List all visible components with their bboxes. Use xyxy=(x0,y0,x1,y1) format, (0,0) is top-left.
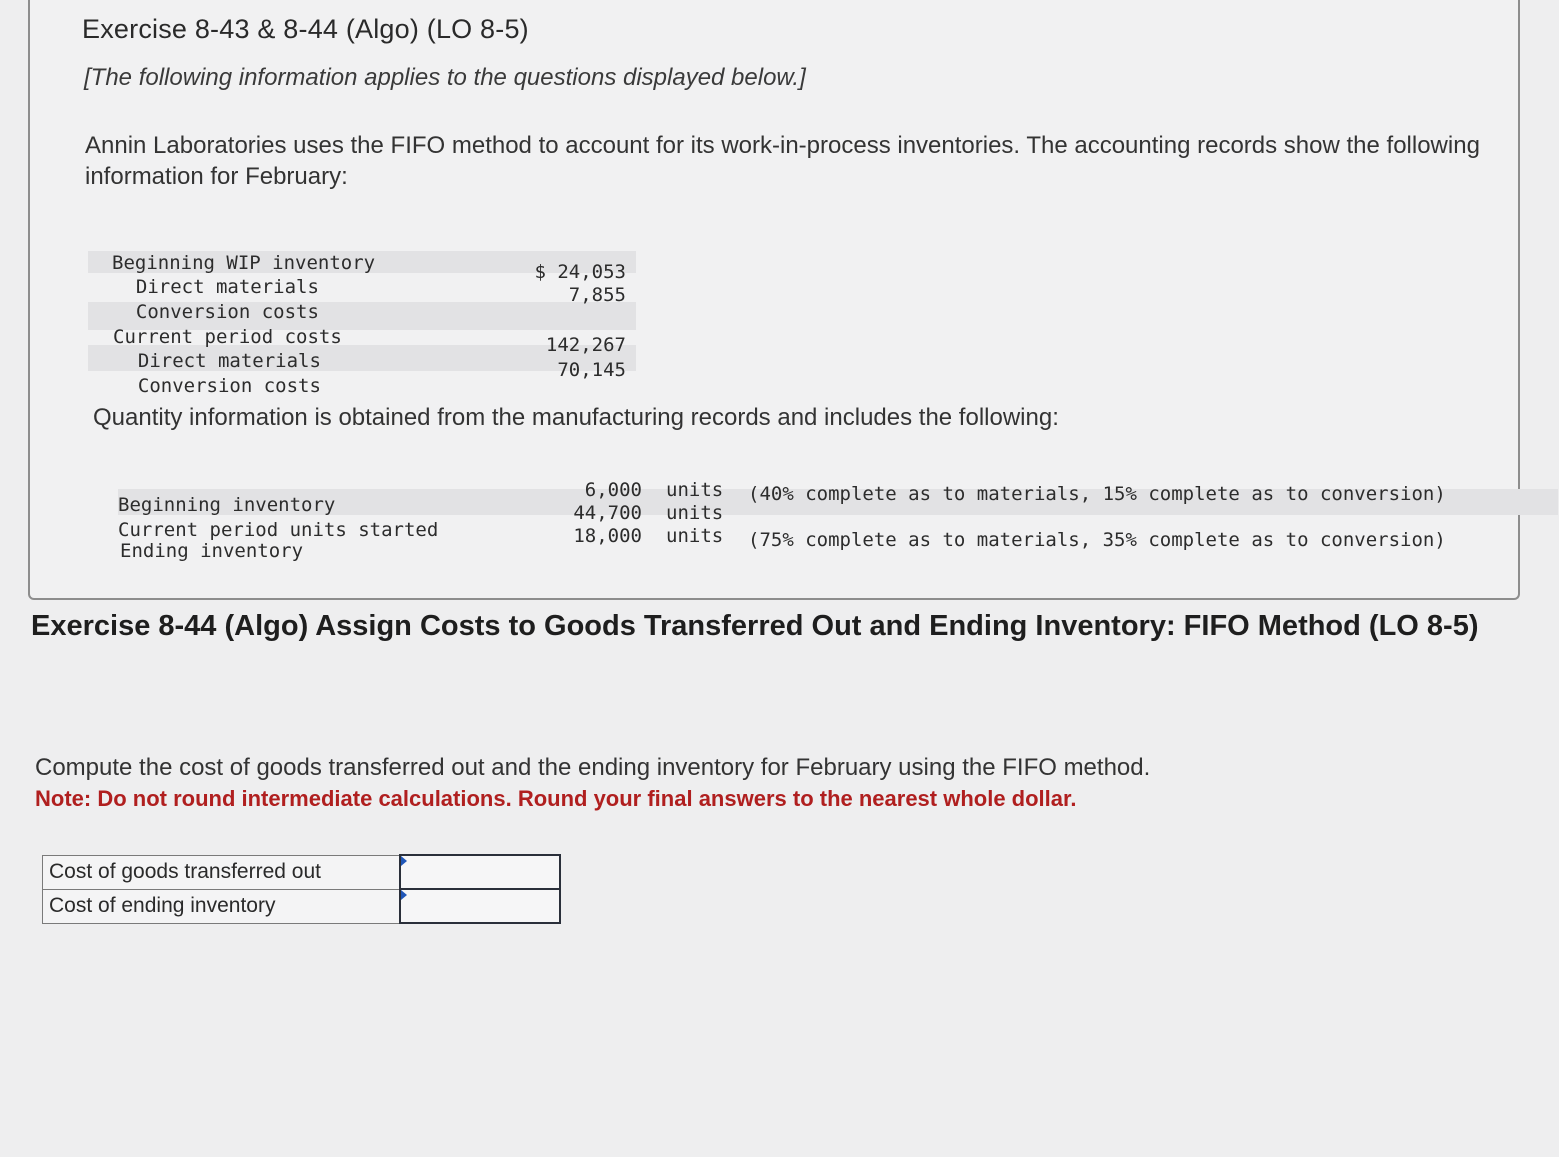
cost-label: Current period costs xyxy=(113,326,342,348)
quantity-label: Beginning inventory xyxy=(118,494,336,516)
quantity-note: (75% complete as to materials, 35% complete as to conversion) xyxy=(748,529,1446,551)
cost-label: Conversion costs xyxy=(115,375,321,397)
quantity-unit-label: units xyxy=(666,525,724,547)
table-row xyxy=(88,349,636,397)
answer-label: Cost of goods transferred out xyxy=(43,855,401,889)
quantity-label: Ending inventory xyxy=(120,540,304,562)
instruction-text: Compute the cost of goods transferred out and the ending inventory for February using the FIFO method. xyxy=(35,754,1151,781)
quantity-unit-label: units xyxy=(666,502,724,524)
cost-amount: 142,267 xyxy=(545,334,626,356)
cost-ending-inventory-input[interactable] xyxy=(401,890,559,922)
quantity-note: (40% complete as to materials, 15% complete as to conversion) xyxy=(748,483,1446,505)
cost-amount: 7,855 xyxy=(568,284,626,306)
table-row xyxy=(43,889,561,923)
answer-cell xyxy=(400,889,560,923)
cost-amount: 70,145 xyxy=(557,359,626,381)
answer-cell xyxy=(400,855,560,889)
cost-amount: $ 24,053 xyxy=(534,261,626,283)
cost-label: Direct materials xyxy=(113,276,319,298)
rounding-note: Note: Do not round intermediate calculations. Round your final answers to the nearest whole dollar. xyxy=(35,786,1077,811)
cost-label: Conversion costs xyxy=(113,301,319,323)
quantity-unit-label: units xyxy=(666,479,724,501)
cost-transferred-out-input[interactable] xyxy=(401,856,559,888)
exercise-title: Exercise 8-44 (Algo) Assign Costs to Goods Transferred Out and Ending Inventory: FIFO Method (LO 8-5) xyxy=(31,610,1479,642)
quantity-units: 44,700 xyxy=(573,502,642,524)
answer-table xyxy=(42,854,561,924)
answer-label: Cost of ending inventory xyxy=(43,889,401,923)
table-row xyxy=(118,514,1498,562)
intro-note: [The following information applies to the questions displayed below.] xyxy=(84,64,806,91)
quantity-units: 6,000 xyxy=(584,479,642,501)
quantity-table xyxy=(118,466,1498,598)
input-marker-icon xyxy=(401,856,407,866)
quantity-units: 18,000 xyxy=(573,525,642,547)
cost-label: Direct materials xyxy=(115,350,321,372)
quantity-intro: Quantity information is obtained from the manufacturing records and includes the following: xyxy=(93,404,1059,431)
problem-description: Annin Laboratories uses the FIFO method to account for its work-in-process inventories. The accounting records show the following information for February: xyxy=(85,132,1480,190)
table-row xyxy=(88,275,636,323)
table-row xyxy=(43,855,561,889)
quantity-label: Current period units started xyxy=(118,519,439,541)
cost-label: Beginning WIP inventory xyxy=(112,252,376,274)
page-title: Exercise 8-43 & 8-44 (Algo) (LO 8-5) xyxy=(82,14,529,44)
input-marker-icon xyxy=(401,890,407,900)
